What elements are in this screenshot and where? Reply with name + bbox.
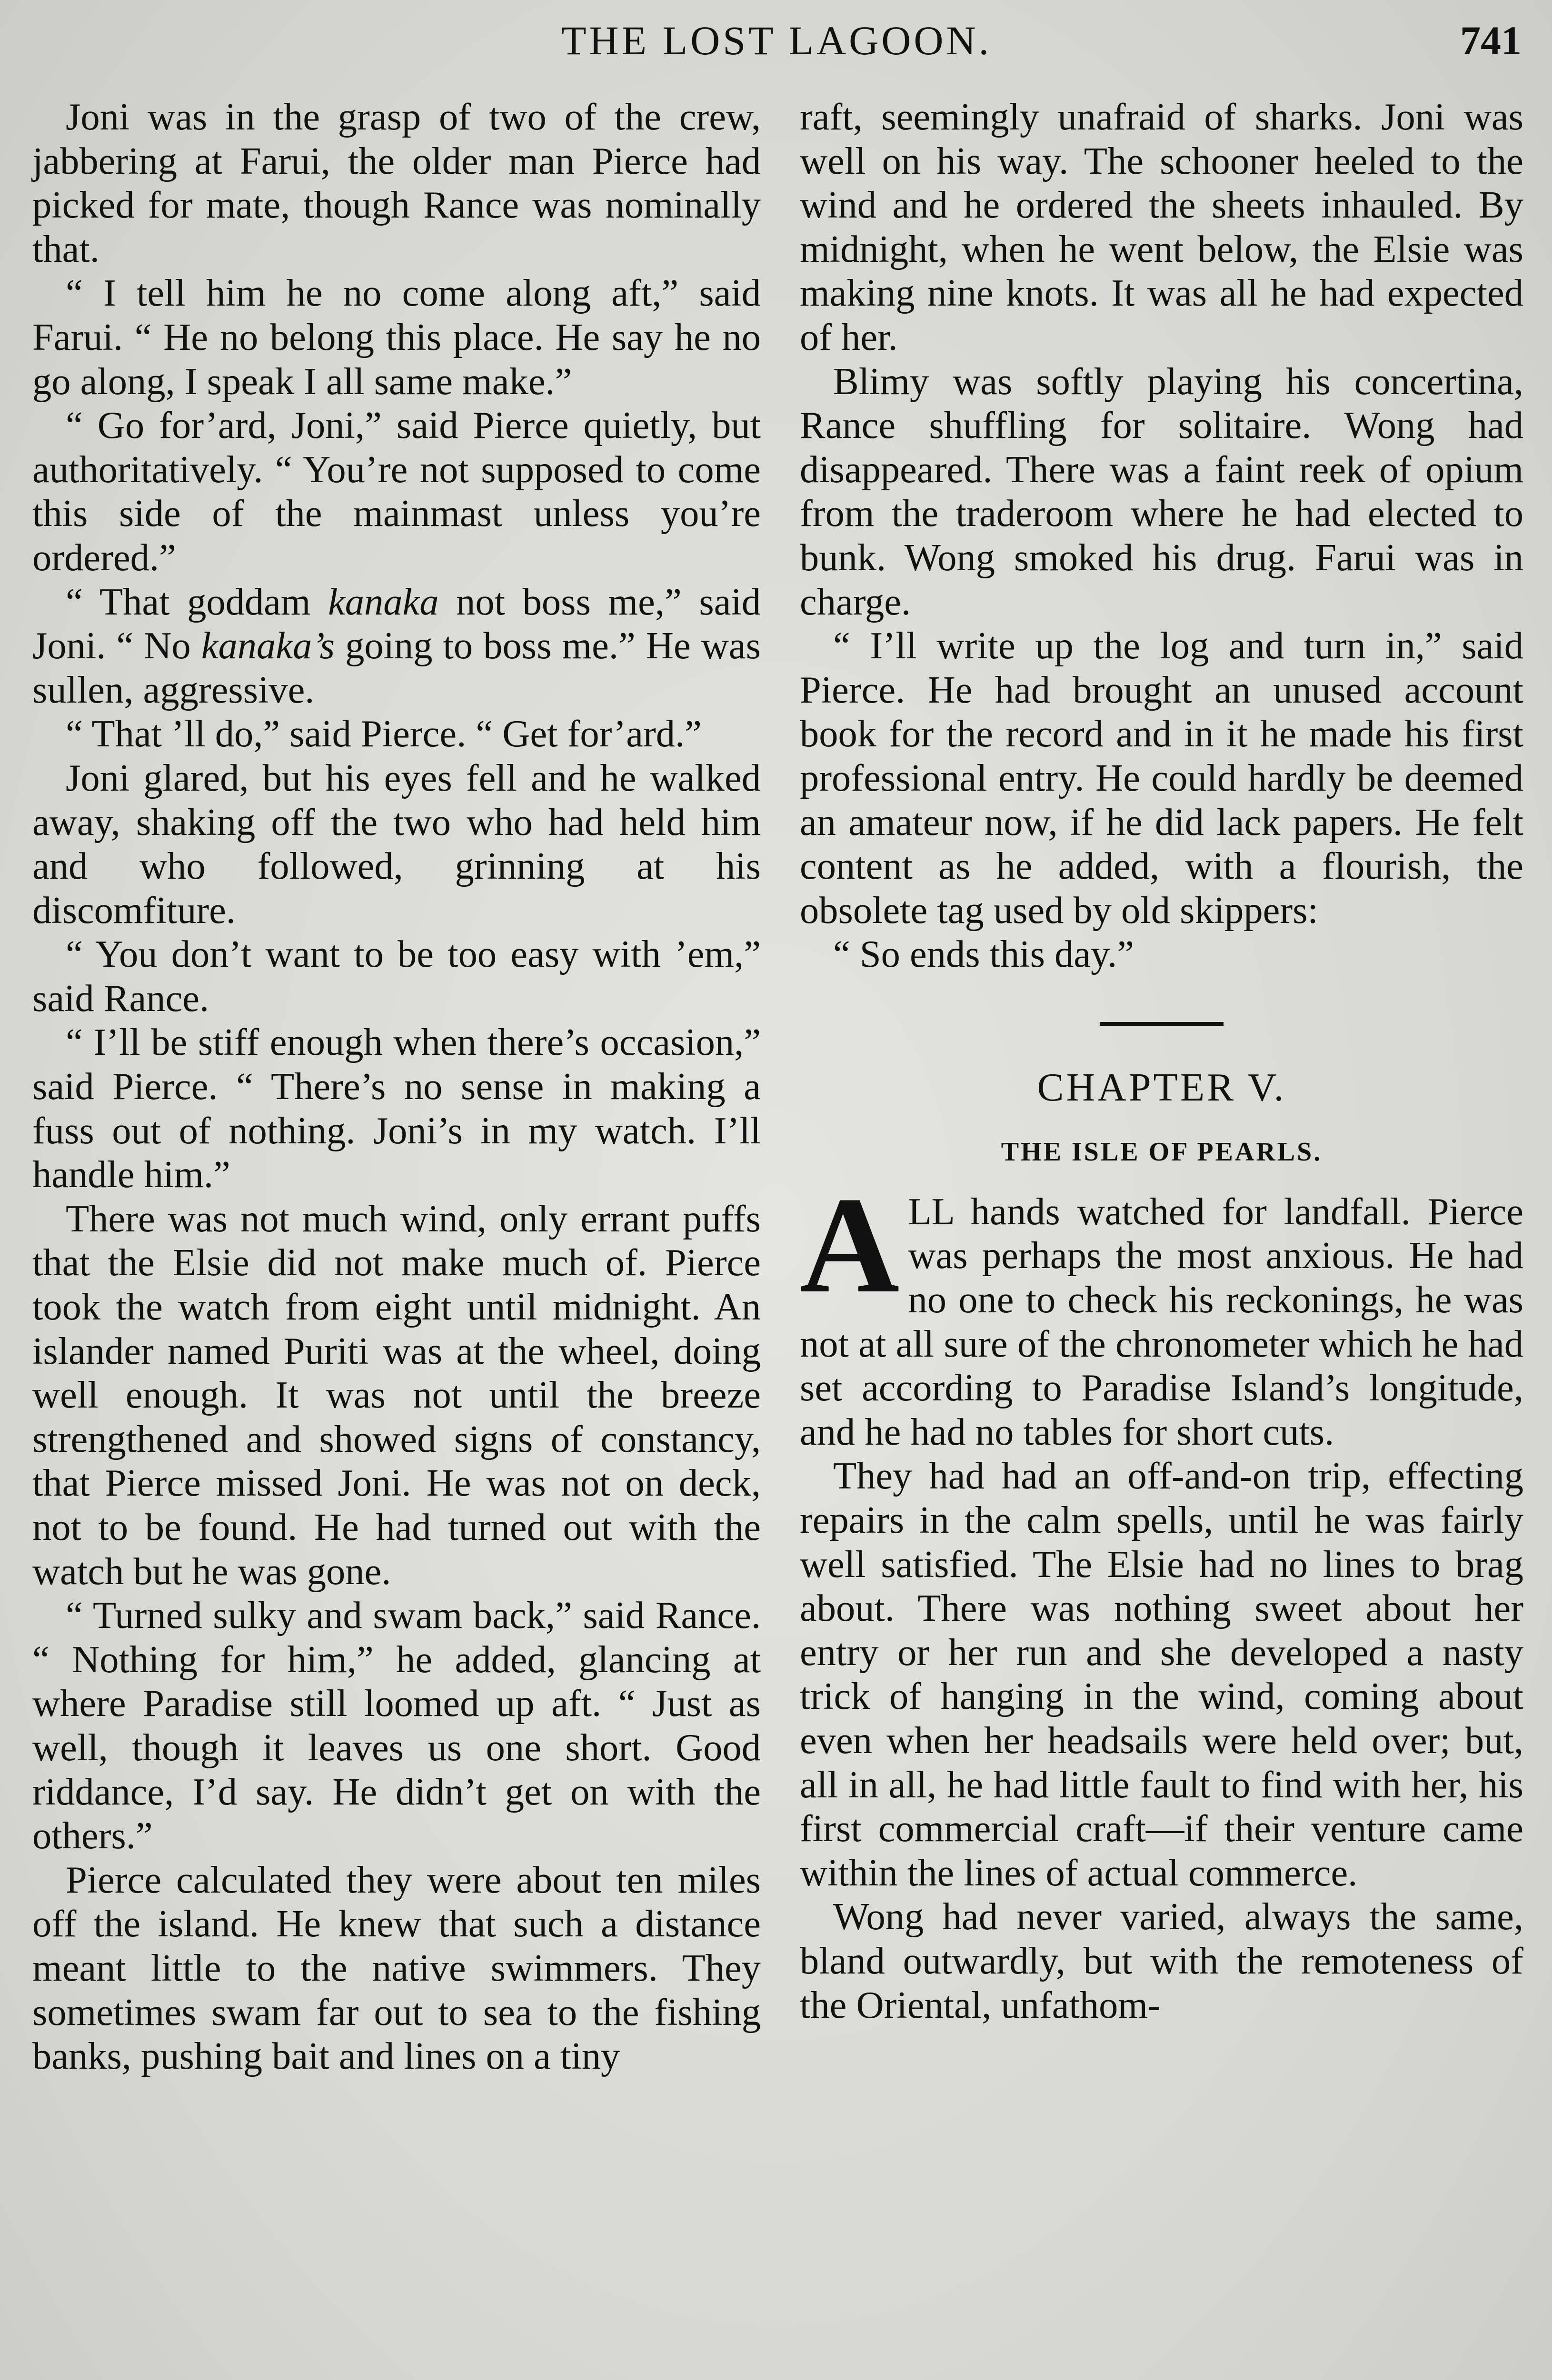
paragraph: “ That ’ll do,” said Pierce. “ Get for’ard.” xyxy=(66,713,702,755)
opening-paragraph-text: LL hands watched for landfall. Pierce was perhaps the most anxious. He had no one to check his reckonings, he was not at all sure of the chronometer which he had set according to Paradise Island’s longitude, and he had no tables for short cuts. xyxy=(800,1190,1523,1453)
paragraph: “ I’ll be stiff enough when there’s occasion,” said Pierce. “ There’s no sense in making a fuss out of nothing. Joni’s in my watch. I’ll handle him.” xyxy=(32,1021,761,1196)
paragraph: Joni glared, but his eyes fell and he walked away, shaking off the two who had held him and who followed, grinning at his discomfiture. xyxy=(32,756,761,932)
section-divider xyxy=(1100,1022,1224,1026)
page-header xyxy=(31,14,1522,67)
paragraph: “ That goddam kanaka not boss me,” said Joni. “ No kanaka’s going to boss me.” He was sullen, aggressive. xyxy=(32,580,761,711)
paragraph-continued: raft, seemingly unafraid of sharks. Joni was well on his way. The schooner heeled to the wind and he ordered the sheets inhauled. By midnight, when he went below, the Elsie was making nine knots. It was all he had expected of her. xyxy=(800,96,1523,358)
right-column xyxy=(800,95,1523,2027)
paragraph: Joni was in the grasp of two of the crew, jabbering at Farui, the older man Pierce had picked for mate, though Rance was nominally that. xyxy=(32,96,761,270)
paragraph: “ You don’t want to be too easy with ’em,” said Rance. xyxy=(32,933,761,1020)
paragraph: “ Go for’ard, Joni,” said Pierce quietly, but authoritatively. “ You’re not supposed to come this side of the mainmast unless you’re ordered.” xyxy=(32,404,761,579)
paragraph: Blimy was softly playing his concertina, Rance shuffling for solitaire. Wong had disappeared. There was a faint reek of opium from the traderoom where he had elected to bunk. Wong smoked his drug. Farui was in charge. xyxy=(800,360,1523,623)
running-title: THE LOST LAGOON. xyxy=(561,18,992,63)
paragraph: There was not much wind, only errant puffs that the Elsie did not make much of. Pierce took the watch from eight until midnight. An islander named Puriti was at the wheel, doing well enough. It was not until the breeze strengthened and showed signs of constancy, that Pierce missed Joni. He was not on deck, not to be found. He had turned out with the watch but he was gone. xyxy=(32,1197,761,1593)
paragraph: “ So ends this day.” xyxy=(833,933,1134,976)
left-column xyxy=(32,95,761,2079)
paragraph: “ I tell him he no come along aft,” said Farui. “ He no belong this place. He say he no go along, I speak I all same make.” xyxy=(32,272,761,403)
chapter-subtitle: THE ISLE OF PEARLS. xyxy=(1001,1137,1323,1167)
paragraph: Pierce calculated they were about ten miles off the island. He knew that such a distance meant little to the native swimmers. They sometimes swam far out to sea to the fishing banks, pushing bait and lines on a tiny xyxy=(32,1858,761,2078)
opening-paragraph xyxy=(800,1168,1523,1455)
paragraph: They had had an off-and-on trip, effecting repairs in the calm spells, until he was fairly well satisfied. The Elsie had no lines to brag about. There was nothing sweet about her entry or her run and she developed a nasty trick of hanging in the wind, coming about even when her headsails were held over; but, all in all, he had little fault to find with her, his first commercial craft—if their venture came within the lines of actual commerce. xyxy=(800,1455,1523,1894)
chapter-title: CHAPTER V. xyxy=(1037,1065,1286,1110)
paragraph: “ I’ll write up the log and turn in,” said Pierce. He had brought an unused account book for the record and in it he made his first professional entry. He could hardly be deemed an amateur now, if he did lack papers. He felt content as he added, with a flourish, the obsolete tag used by old skippers: xyxy=(800,625,1523,932)
paragraph: “ Turned sulky and swam back,” said Rance. “ Nothing for him,” he added, glancing at where Paradise still loomed up aft. “ Just as well, though it leaves us one short. Good riddance, I’d say. He didn’t get on with the others.” xyxy=(32,1594,761,1857)
paragraph: Wong had never varied, always the same, bland outwardly, but with the remoteness of the Oriental, unfathom- xyxy=(800,1895,1523,2026)
drop-cap: A xyxy=(800,1168,900,1321)
page-number: 741 xyxy=(1460,18,1522,63)
